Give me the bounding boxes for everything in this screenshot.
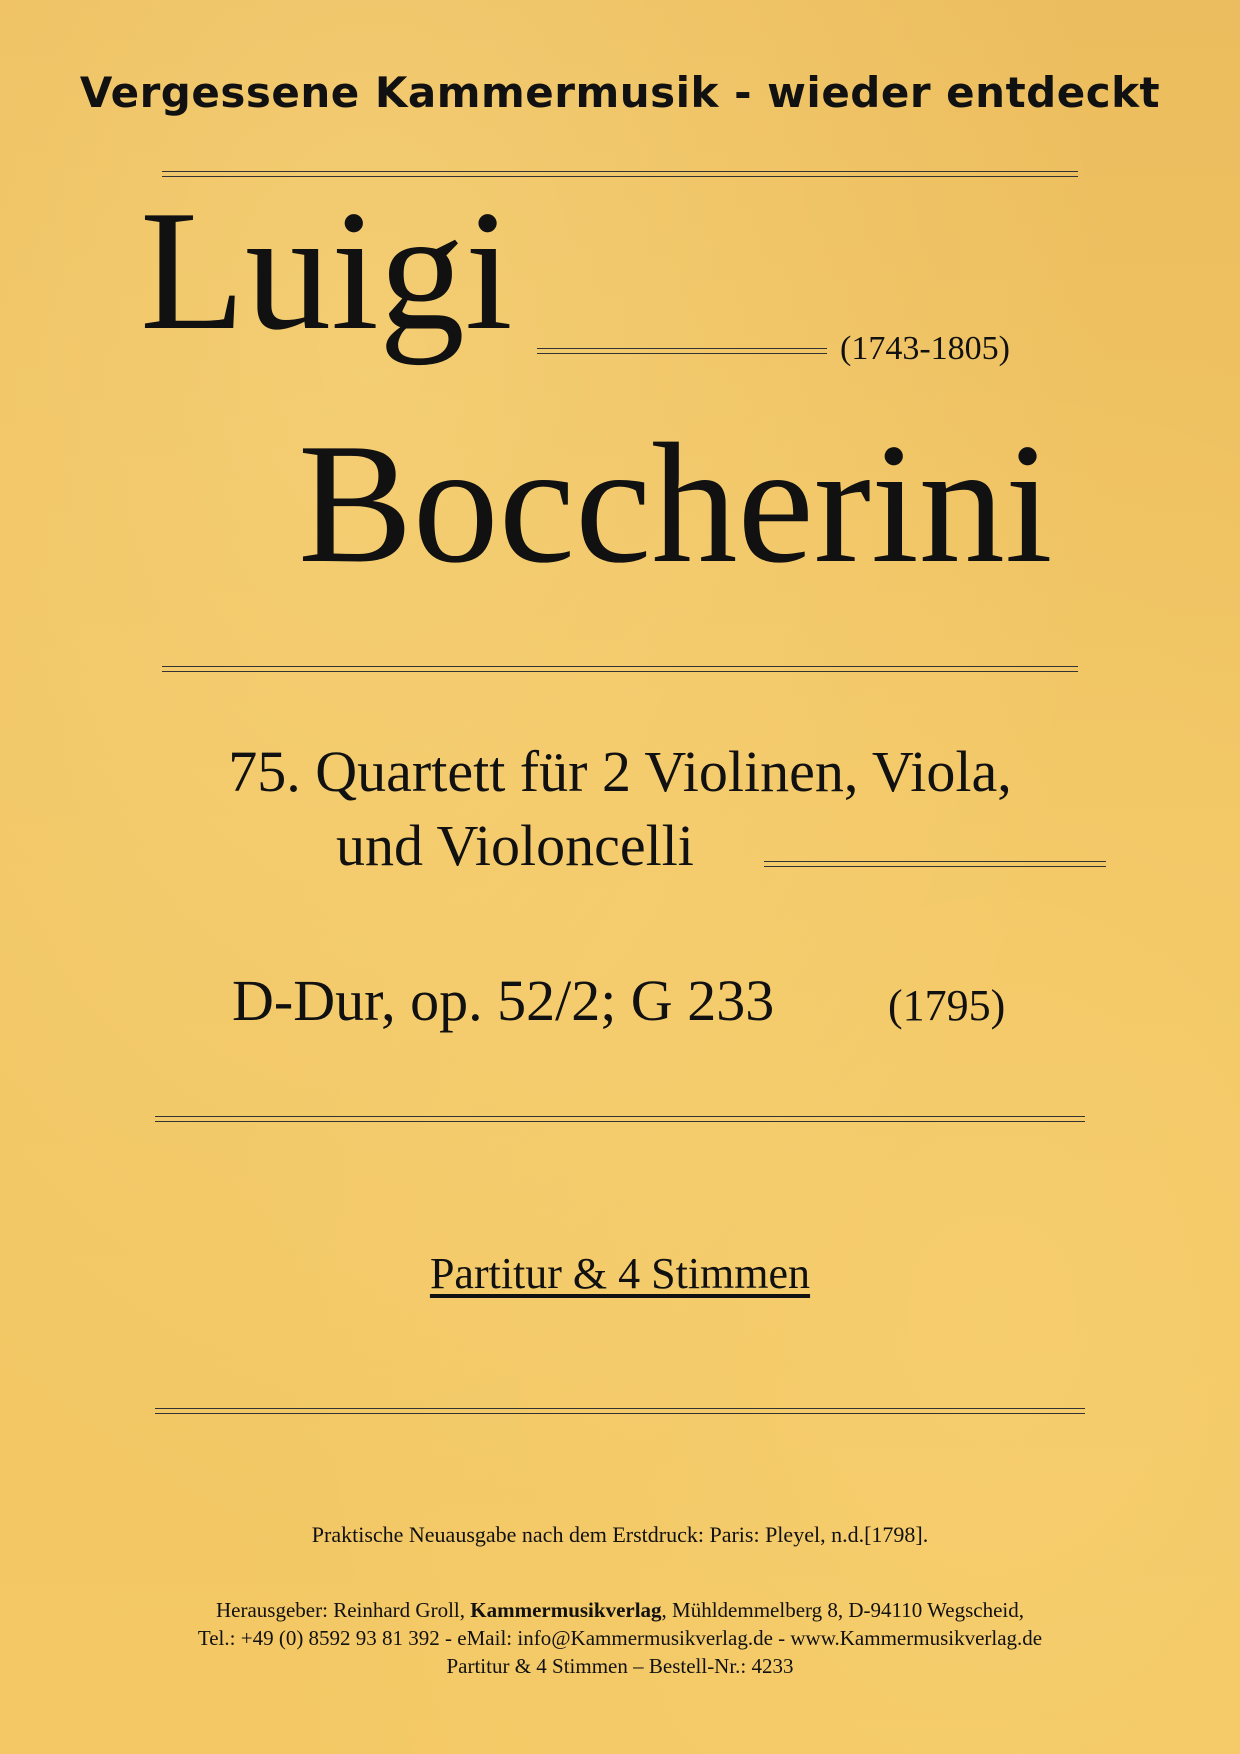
- work-title-line2: und Violoncelli: [336, 813, 694, 878]
- work-key-opus: D-Dur, op. 52/2; G 233: [232, 968, 775, 1033]
- divider-rule: [155, 1408, 1085, 1414]
- divider-rule: [764, 861, 1106, 867]
- publisher-name: Kammermusikverlag: [470, 1598, 662, 1622]
- work-year: (1795): [888, 981, 1006, 1030]
- source-note: Praktische Neuausgabe nach dem Erstdruck: Paris: Pleyel, n.d.[1798].: [311, 1522, 929, 1547]
- publisher-contact: Tel.: +49 (0) 8592 93 81 392 - eMail: info@Kammermusikverlag.de - www.Kammermusikverlag.de: [197, 1626, 1043, 1650]
- composer-lifespan: (1743-1805): [840, 330, 1010, 367]
- divider-rule: [162, 666, 1078, 672]
- editor-prefix: Herausgeber: Reinhard Groll,: [216, 1598, 471, 1622]
- publisher-editor-line: [0, 1596, 1240, 1624]
- work-title-line1: 75. Quartett für 2 Violinen, Viola,: [228, 739, 1012, 804]
- divider-rule: [155, 1116, 1085, 1122]
- series-title: Vergessene Kammermusik - wieder entdeckt: [79, 68, 1161, 117]
- composer-first-name: Luigi: [140, 176, 513, 366]
- divider-rule: [537, 348, 827, 354]
- publisher-footer: [0, 1596, 1240, 1680]
- composer-last-name: Boccherini: [298, 409, 1053, 599]
- order-info: Partitur & 4 Stimmen – Bestell-Nr.: 4233: [446, 1654, 794, 1678]
- publisher-address: , Mühldemmelberg 8, D-94110 Wegscheid,: [661, 1598, 1024, 1622]
- edition-type: Partitur & 4 Stimmen: [429, 1249, 811, 1298]
